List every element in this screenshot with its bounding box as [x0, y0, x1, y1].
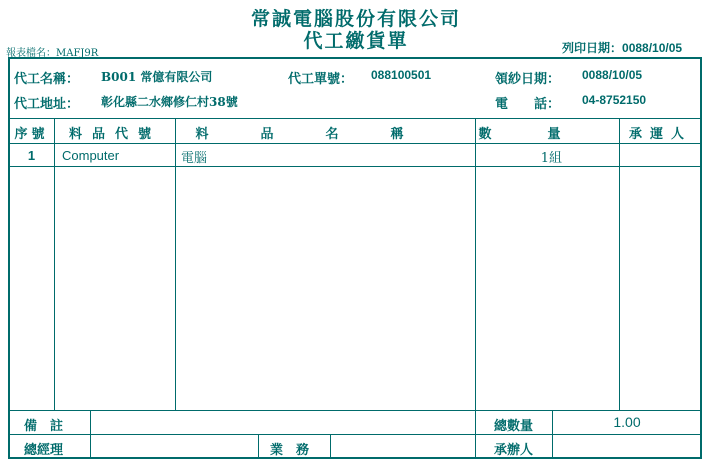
footer-sep-1	[90, 411, 91, 459]
row-1-item-code: Computer	[62, 148, 120, 163]
first-row-divider	[9, 166, 701, 167]
col-sep-2	[175, 119, 176, 410]
col-header-item-name: 料品名稱	[195, 127, 456, 142]
col-sep-3	[475, 119, 476, 459]
phone-value: 04-8752150	[582, 93, 647, 107]
address-label: 代工地址：	[14, 97, 80, 112]
order-no-label: 代工單號：	[288, 72, 354, 87]
footer-divider	[9, 434, 701, 435]
row-1-item-name: 電腦	[181, 151, 208, 166]
business-label: 業 務	[270, 443, 310, 458]
report-file-name: 報表檔名：MAFJ9R	[6, 48, 99, 59]
row-1-quantity: 1組	[540, 151, 562, 166]
pickup-date-label: 領紗日期：	[495, 72, 561, 87]
order-no-value: 088100501	[371, 68, 432, 82]
col-header-quantity: 數量	[478, 127, 617, 142]
column-header-divider	[9, 143, 701, 144]
col-header-item-code: 料品代號	[68, 127, 161, 142]
print-date	[562, 39, 682, 56]
footer-sep-3	[258, 435, 259, 459]
total-quantity-label: 總數量	[494, 419, 534, 434]
pickup-date-value: 0088/10/05	[582, 68, 643, 82]
footer-sep-4	[330, 435, 331, 459]
company-name: 常誠電腦股份有限公司	[250, 8, 461, 30]
handler-label: 承辦人	[494, 443, 534, 458]
body-bottom-divider	[9, 410, 701, 411]
col-header-carrier: 承運人	[628, 127, 692, 142]
print-date-label: 列印日期：	[562, 41, 623, 55]
contractor-name-value: B001 常億有限公司	[101, 70, 213, 84]
col-sep-4	[619, 119, 620, 410]
col-sep-1	[54, 119, 55, 410]
print-date-value: 0088/10/05	[622, 41, 683, 55]
header-divider	[9, 118, 701, 119]
general-manager-label: 總經理	[24, 443, 64, 458]
contractor-name-label: 代工名稱：	[14, 72, 80, 87]
total-quantity-value: 1.00	[613, 414, 641, 430]
remarks-label: 備 註	[24, 419, 64, 434]
col-header-seq: 序號	[14, 127, 49, 142]
document-title: 代工繳貨單	[303, 30, 409, 52]
row-1-seq: 1	[27, 148, 36, 163]
address-value: 彰化縣二水鄉修仁村38號	[101, 95, 238, 109]
phone-label: 電 話：	[495, 97, 561, 112]
